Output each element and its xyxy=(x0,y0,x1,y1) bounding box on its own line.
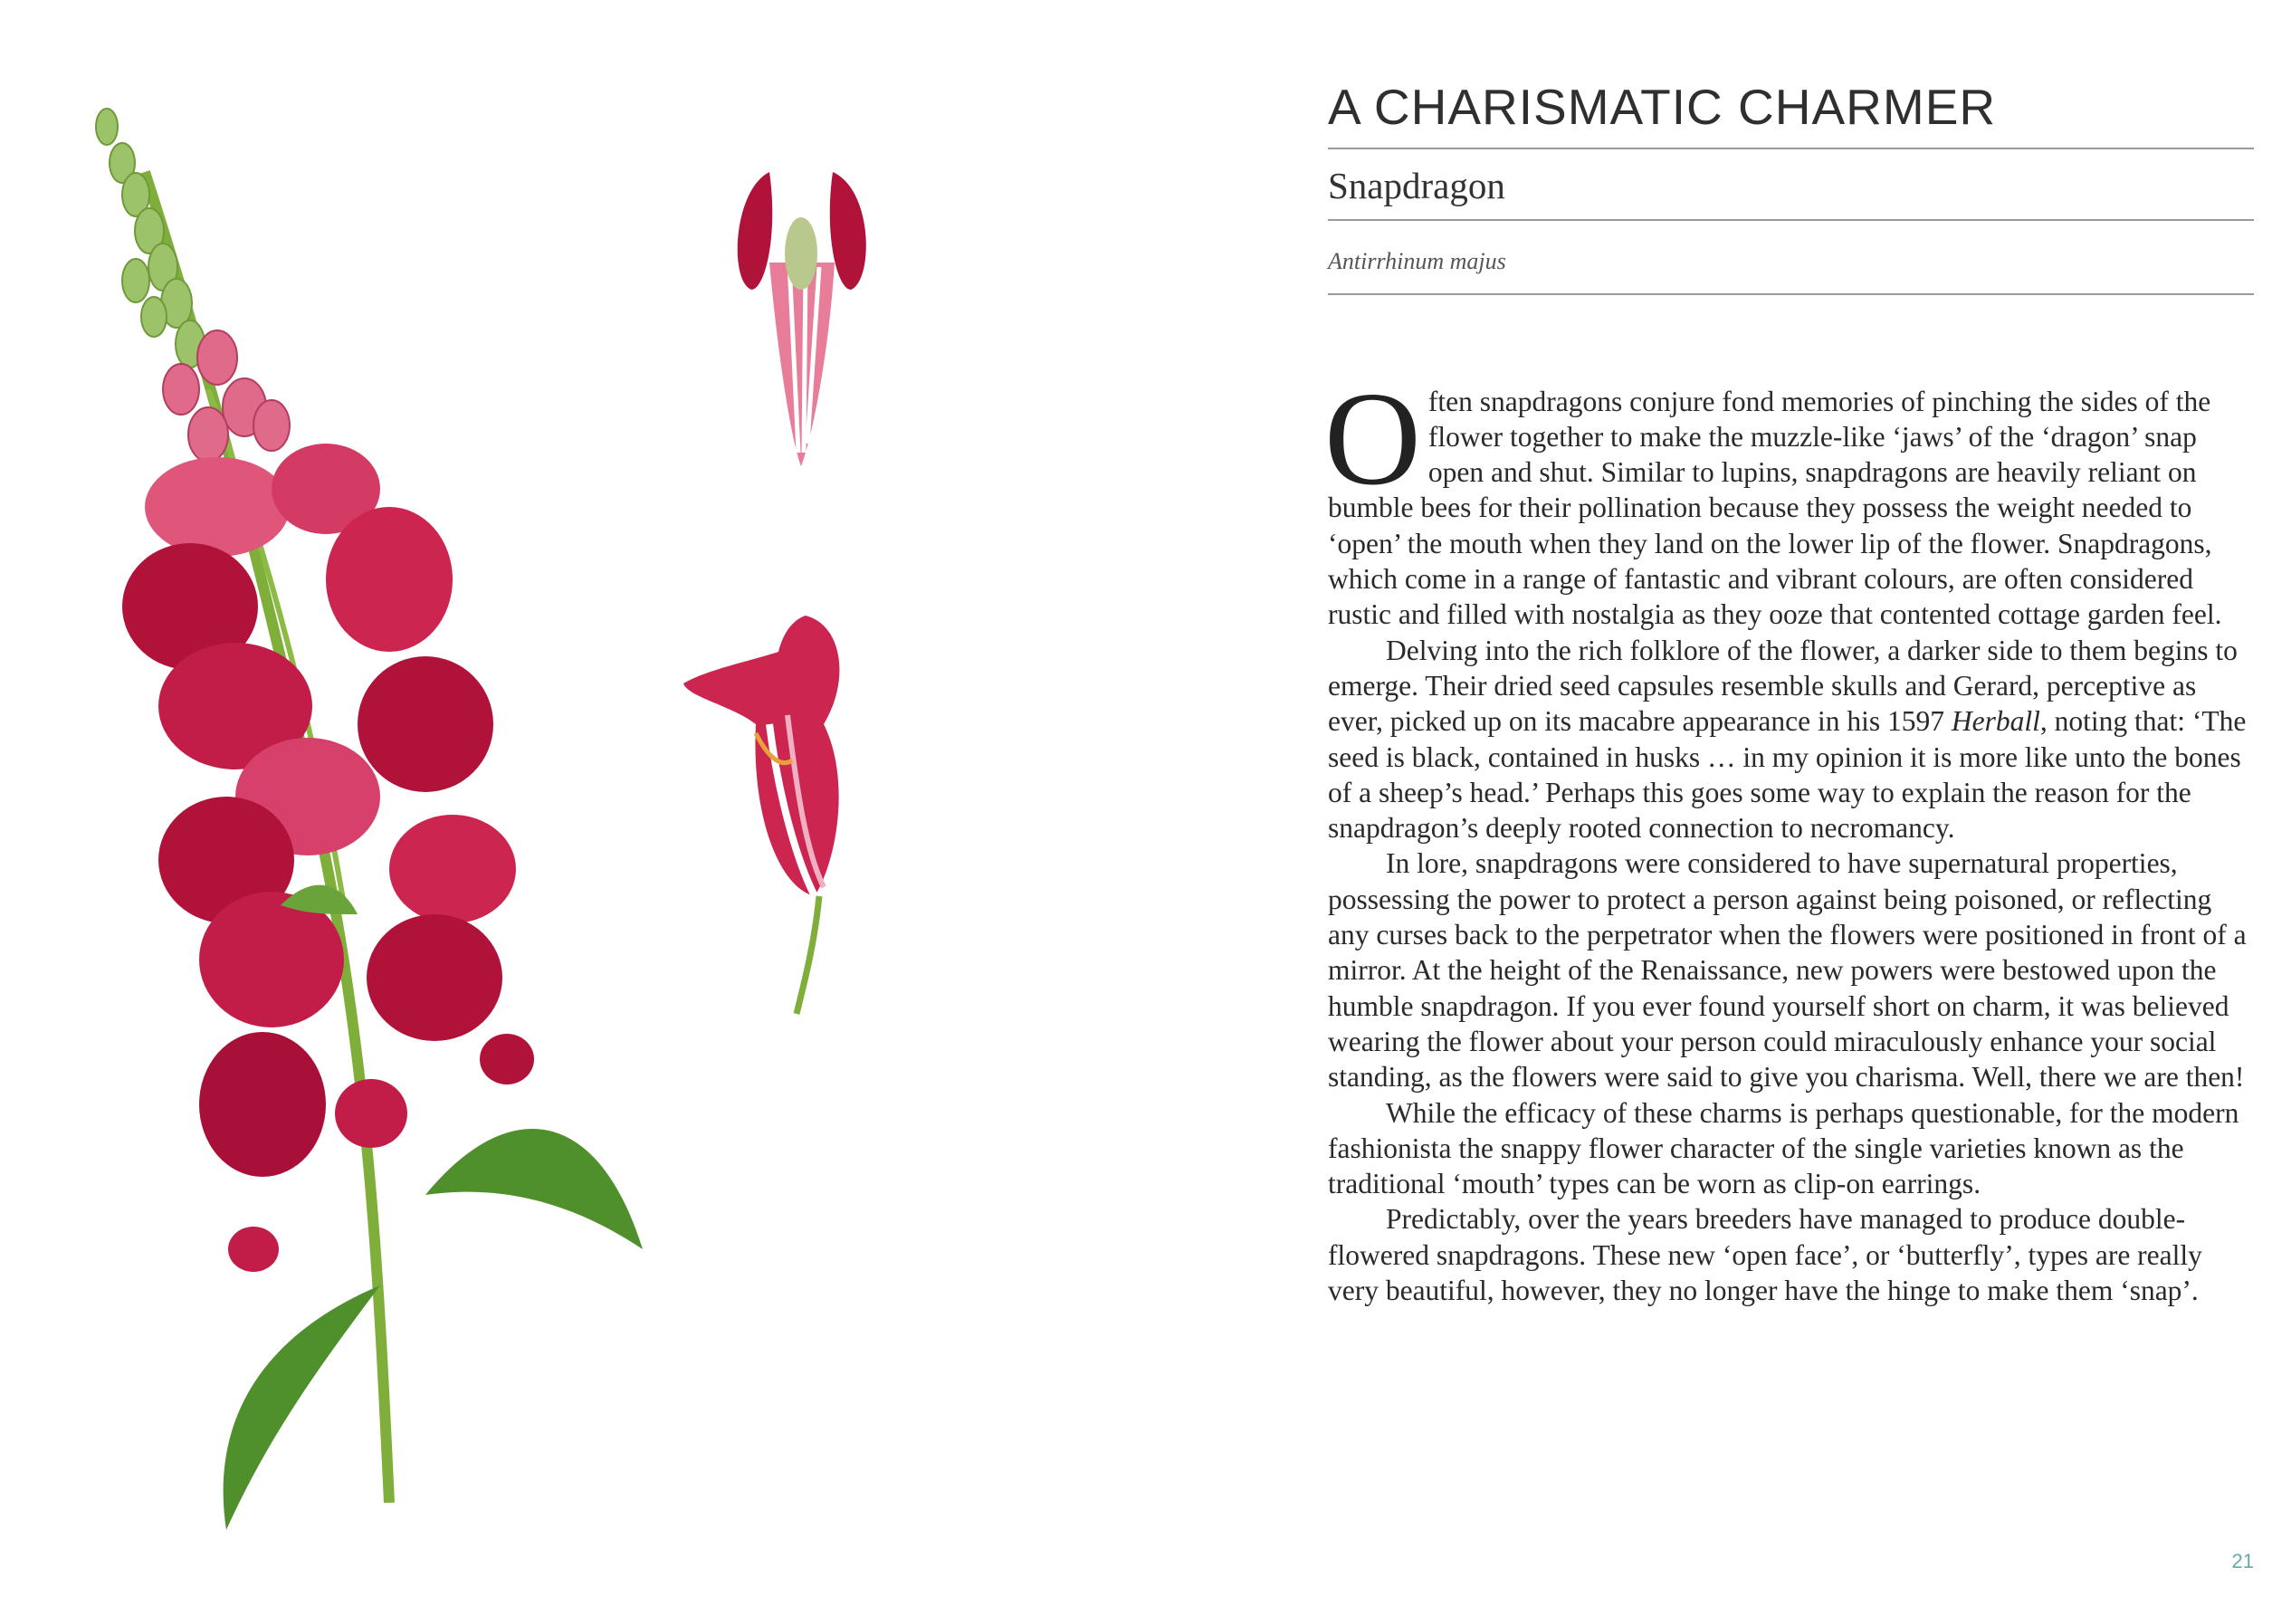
paragraph-5: Predictably, over the years breeders have managed to produce double-flowered snapdragons. These new ‘open face’, or ‘butterfly’, types are really very beautiful, however, they no longer have the hinge to make them ‘snap’. xyxy=(1328,1203,2202,1307)
paragraph-3: In lore, snapdragons were considered to have supernatural properties, possessing the power to protect a person against being poisoned, or reflecting any curses back to the perpetrator when the flowers were positioned in front of a mirror. At the height of the Renaissance, new powers were bestowed upon the humble snapdragon. If you ever found yourself short on charm, it was believed wearing the flower about your person could miraculously enhance your social standing, as the flowers were said to give you charisma. Well, there we are then! xyxy=(1328,847,2247,1094)
common-name-divider xyxy=(1328,219,2254,221)
snapdragon-front-detail xyxy=(715,154,887,489)
paragraph-1-text: ften snapdragons conjure fond memories of pinching the sides of the flower together to make the muzzle-like ‘jaws’ of the ‘dragon’ snap open and shut. Similar to lupins, snapdragons are heavily reliant on bumble bees for their pollination because they possess the weight needed to ‘open’ the mouth when they land on the lower lip of the flower. Snapdragons, which come in a range of fantastic and vibrant colours, are often considered rustic and filled with nostalgia as they ooze that contented cottage garden feel. xyxy=(1328,385,2222,631)
paragraph-2-text-a: Delving into the rich folklore of the flower, a darker side to them begins to emerge. Their dried seed capsules resemble skulls and Gerard, perceptive as ever, picked up on its macabre appearance in his 1597 xyxy=(1328,634,2238,738)
snapdragon-side-detail xyxy=(670,597,878,1023)
common-name: Snapdragon xyxy=(1328,164,1505,206)
page-title: A CHARISMATIC CHARMER xyxy=(1328,79,1997,135)
text-page xyxy=(1324,63,2254,1308)
drop-cap: O xyxy=(1324,364,1421,513)
paragraph-2-text-b: , noting that: ‘The seed is black, contained in husks … in my opinion it is more like unto the bones of a sheep’s head.’ Perhaps this goes some way to explain the reason for the snapdragon’s deeply rooted connection to necromancy. xyxy=(1328,705,2247,845)
latin-name: Antirrhinum majus xyxy=(1328,247,1506,274)
latin-name-divider xyxy=(1328,293,2254,295)
paragraph-4: While the efficacy of these charms is perhaps questionable, for the modern fashionista the snappy flower character of the single varieties known as the traditional ‘mouth’ types can be worn as clip-on earrings. xyxy=(1328,1096,2239,1200)
body-text xyxy=(1324,364,2254,1309)
title-divider xyxy=(1328,148,2254,149)
paragraph-2 xyxy=(1328,633,2254,846)
page-number: 21 xyxy=(2231,1550,2254,1572)
paragraph-1 xyxy=(1324,364,2254,633)
herball-title: Herball xyxy=(1951,705,2040,738)
